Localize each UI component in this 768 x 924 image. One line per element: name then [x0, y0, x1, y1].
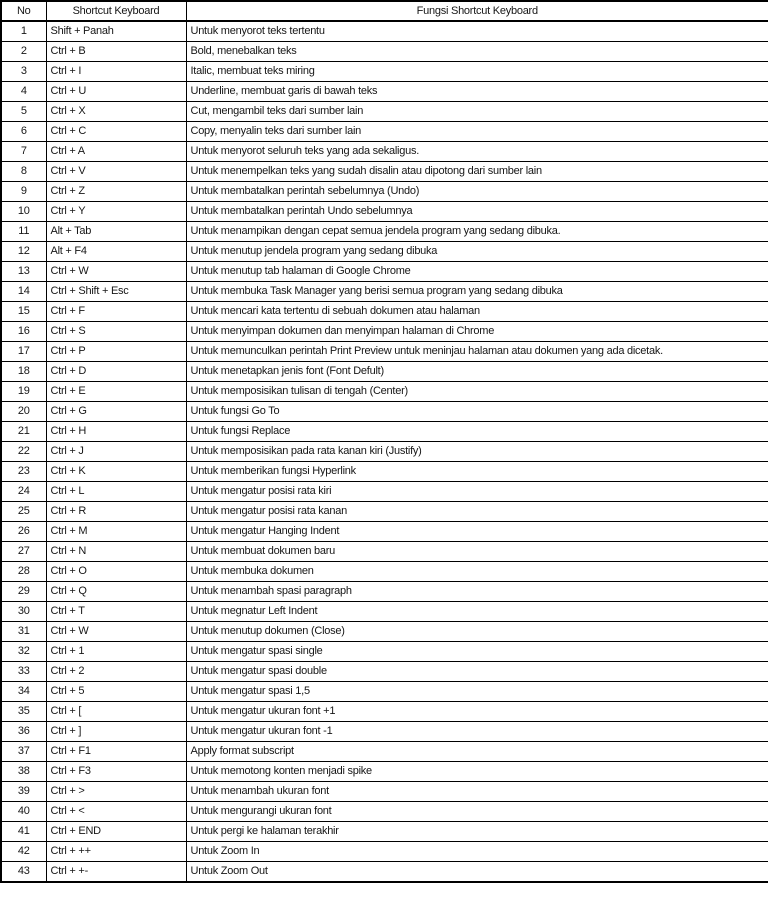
table-row — [1, 642, 768, 662]
cell-shortcut: Ctrl + W — [46, 262, 186, 282]
cell-no: 13 — [1, 262, 46, 282]
cell-shortcut: Ctrl + F3 — [46, 762, 186, 782]
table-row — [1, 562, 768, 582]
cell-fungsi: Untuk mengatur spasi double — [186, 662, 768, 682]
cell-no: 5 — [1, 102, 46, 122]
cell-shortcut: Ctrl + U — [46, 82, 186, 102]
table-row — [1, 382, 768, 402]
cell-fungsi: Untuk Zoom In — [186, 842, 768, 862]
cell-fungsi: Untuk menampikan dengan cepat semua jendela program yang sedang dibuka. — [186, 222, 768, 242]
cell-no: 24 — [1, 482, 46, 502]
cell-no: 20 — [1, 402, 46, 422]
cell-no: 3 — [1, 62, 46, 82]
cell-shortcut: Ctrl + 2 — [46, 662, 186, 682]
cell-no: 42 — [1, 842, 46, 862]
header-row — [1, 1, 768, 21]
cell-fungsi: Untuk menyimpan dokumen dan menyimpan halaman di Chrome — [186, 322, 768, 342]
cell-fungsi: Untuk Zoom Out — [186, 862, 768, 883]
cell-no: 15 — [1, 302, 46, 322]
cell-fungsi: Untuk mengatur posisi rata kanan — [186, 502, 768, 522]
table-row — [1, 322, 768, 342]
cell-shortcut: Ctrl + Q — [46, 582, 186, 602]
cell-no: 41 — [1, 822, 46, 842]
cell-fungsi: Untuk membuka Task Manager yang berisi semua program yang sedang dibuka — [186, 282, 768, 302]
table-row — [1, 162, 768, 182]
cell-shortcut: Ctrl + [ — [46, 702, 186, 722]
table-row — [1, 542, 768, 562]
header-shortcut: Shortcut Keyboard — [46, 1, 186, 21]
cell-no: 14 — [1, 282, 46, 302]
cell-no: 9 — [1, 182, 46, 202]
cell-no: 36 — [1, 722, 46, 742]
table-row — [1, 622, 768, 642]
cell-shortcut: Ctrl + B — [46, 42, 186, 62]
cell-no: 38 — [1, 762, 46, 782]
table-row — [1, 102, 768, 122]
cell-shortcut: Shift + Panah — [46, 21, 186, 42]
cell-no: 1 — [1, 21, 46, 42]
table-row — [1, 502, 768, 522]
table-row — [1, 422, 768, 442]
table-row — [1, 122, 768, 142]
cell-fungsi: Untuk mengatur spasi single — [186, 642, 768, 662]
cell-no: 18 — [1, 362, 46, 382]
cell-shortcut: Ctrl + Z — [46, 182, 186, 202]
cell-no: 8 — [1, 162, 46, 182]
header-fungsi: Fungsi Shortcut Keyboard — [186, 1, 768, 21]
cell-shortcut: Ctrl + M — [46, 522, 186, 542]
table-row — [1, 662, 768, 682]
cell-shortcut: Ctrl + P — [46, 342, 186, 362]
table-row — [1, 342, 768, 362]
table-row — [1, 862, 768, 883]
cell-shortcut: Ctrl + J — [46, 442, 186, 462]
cell-no: 40 — [1, 802, 46, 822]
table-row — [1, 842, 768, 862]
cell-fungsi: Untuk mengatur posisi rata kiri — [186, 482, 768, 502]
table-row — [1, 682, 768, 702]
cell-no: 35 — [1, 702, 46, 722]
cell-no: 2 — [1, 42, 46, 62]
cell-fungsi: Cut, mengambil teks dari sumber lain — [186, 102, 768, 122]
cell-shortcut: Ctrl + +- — [46, 862, 186, 883]
table-row — [1, 182, 768, 202]
cell-shortcut: Ctrl + T — [46, 602, 186, 622]
cell-fungsi: Untuk menutup dokumen (Close) — [186, 622, 768, 642]
cell-shortcut: Ctrl + F — [46, 302, 186, 322]
table-row — [1, 522, 768, 542]
cell-shortcut: Ctrl + C — [46, 122, 186, 142]
table-row — [1, 21, 768, 42]
cell-shortcut: Ctrl + 5 — [46, 682, 186, 702]
cell-shortcut: Ctrl + V — [46, 162, 186, 182]
cell-fungsi: Untuk fungsi Go To — [186, 402, 768, 422]
cell-fungsi: Untuk fungsi Replace — [186, 422, 768, 442]
cell-shortcut: Ctrl + O — [46, 562, 186, 582]
cell-no: 30 — [1, 602, 46, 622]
cell-shortcut: Ctrl + 1 — [46, 642, 186, 662]
cell-fungsi: Untuk megnatur Left Indent — [186, 602, 768, 622]
cell-shortcut: Ctrl + Shift + Esc — [46, 282, 186, 302]
cell-shortcut: Ctrl + E — [46, 382, 186, 402]
cell-no: 4 — [1, 82, 46, 102]
cell-fungsi: Untuk menyorot teks tertentu — [186, 21, 768, 42]
cell-fungsi: Untuk menambah spasi paragraph — [186, 582, 768, 602]
cell-no: 26 — [1, 522, 46, 542]
cell-no: 25 — [1, 502, 46, 522]
cell-no: 10 — [1, 202, 46, 222]
cell-fungsi: Untuk membuka dokumen — [186, 562, 768, 582]
cell-shortcut: Ctrl + F1 — [46, 742, 186, 762]
cell-fungsi: Untuk menambah ukuran font — [186, 782, 768, 802]
cell-fungsi: Underline, membuat garis di bawah teks — [186, 82, 768, 102]
cell-shortcut: Ctrl + ++ — [46, 842, 186, 862]
table-row — [1, 822, 768, 842]
table-row — [1, 702, 768, 722]
header-no: No — [1, 1, 46, 21]
cell-no: 23 — [1, 462, 46, 482]
cell-fungsi: Untuk menyorot seluruh teks yang ada sekaligus. — [186, 142, 768, 162]
cell-fungsi: Untuk memposisikan tulisan di tengah (Center) — [186, 382, 768, 402]
cell-fungsi: Untuk menempelkan teks yang sudah disalin atau dipotong dari sumber lain — [186, 162, 768, 182]
cell-shortcut: Alt + Tab — [46, 222, 186, 242]
cell-no: 28 — [1, 562, 46, 582]
cell-shortcut: Ctrl + H — [46, 422, 186, 442]
table-row — [1, 202, 768, 222]
table-row — [1, 242, 768, 262]
cell-shortcut: Ctrl + X — [46, 102, 186, 122]
cell-no: 43 — [1, 862, 46, 883]
cell-fungsi: Untuk mengatur spasi 1,5 — [186, 682, 768, 702]
table-row — [1, 142, 768, 162]
cell-fungsi: Untuk memberikan fungsi Hyperlink — [186, 462, 768, 482]
cell-fungsi: Untuk pergi ke halaman terakhir — [186, 822, 768, 842]
cell-shortcut: Ctrl + G — [46, 402, 186, 422]
cell-no: 17 — [1, 342, 46, 362]
cell-shortcut: Ctrl + D — [46, 362, 186, 382]
cell-fungsi: Copy, menyalin teks dari sumber lain — [186, 122, 768, 142]
cell-fungsi: Untuk mengatur ukuran font +1 — [186, 702, 768, 722]
cell-fungsi: Untuk menutup tab halaman di Google Chrome — [186, 262, 768, 282]
table-row — [1, 462, 768, 482]
cell-no: 11 — [1, 222, 46, 242]
cell-fungsi: Apply format subscript — [186, 742, 768, 762]
cell-shortcut: Ctrl + I — [46, 62, 186, 82]
cell-no: 34 — [1, 682, 46, 702]
cell-shortcut: Ctrl + S — [46, 322, 186, 342]
table-row — [1, 262, 768, 282]
table-row — [1, 762, 768, 782]
cell-fungsi: Untuk mencari kata tertentu di sebuah dokumen atau halaman — [186, 302, 768, 322]
cell-shortcut: Ctrl + A — [46, 142, 186, 162]
cell-no: 6 — [1, 122, 46, 142]
cell-no: 37 — [1, 742, 46, 762]
table-row — [1, 442, 768, 462]
table-row — [1, 222, 768, 242]
cell-fungsi: Untuk menetapkan jenis font (Font Defult) — [186, 362, 768, 382]
cell-no: 21 — [1, 422, 46, 442]
cell-shortcut: Ctrl + END — [46, 822, 186, 842]
cell-shortcut: Alt + F4 — [46, 242, 186, 262]
cell-no: 32 — [1, 642, 46, 662]
cell-no: 19 — [1, 382, 46, 402]
cell-no: 39 — [1, 782, 46, 802]
table-row — [1, 402, 768, 422]
cell-shortcut: Ctrl + Y — [46, 202, 186, 222]
cell-fungsi: Untuk menutup jendela program yang sedang dibuka — [186, 242, 768, 262]
cell-fungsi: Untuk memunculkan perintah Print Preview untuk meninjau halaman atau dokumen yang ada dicetak. — [186, 342, 768, 362]
table-row — [1, 722, 768, 742]
cell-no: 16 — [1, 322, 46, 342]
cell-shortcut: Ctrl + R — [46, 502, 186, 522]
cell-shortcut: Ctrl + K — [46, 462, 186, 482]
table-header — [1, 1, 768, 21]
cell-no: 27 — [1, 542, 46, 562]
cell-fungsi: Italic, membuat teks miring — [186, 62, 768, 82]
cell-fungsi: Untuk membatalkan perintah sebelumnya (Undo) — [186, 182, 768, 202]
table-row — [1, 582, 768, 602]
cell-fungsi: Untuk membatalkan perintah Undo sebelumnya — [186, 202, 768, 222]
cell-fungsi: Untuk mengatur ukuran font -1 — [186, 722, 768, 742]
table-row — [1, 302, 768, 322]
table-row — [1, 802, 768, 822]
cell-no: 12 — [1, 242, 46, 262]
cell-shortcut: Ctrl + N — [46, 542, 186, 562]
table-row — [1, 362, 768, 382]
cell-fungsi: Untuk memotong konten menjadi spike — [186, 762, 768, 782]
table-body — [1, 21, 768, 882]
cell-fungsi: Untuk membuat dokumen baru — [186, 542, 768, 562]
table-row — [1, 482, 768, 502]
table-row — [1, 42, 768, 62]
cell-fungsi: Untuk mengatur Hanging Indent — [186, 522, 768, 542]
cell-no: 7 — [1, 142, 46, 162]
table-row — [1, 742, 768, 762]
cell-no: 31 — [1, 622, 46, 642]
table-row — [1, 282, 768, 302]
cell-fungsi: Untuk mengurangi ukuran font — [186, 802, 768, 822]
cell-shortcut: Ctrl + < — [46, 802, 186, 822]
cell-shortcut: Ctrl + W — [46, 622, 186, 642]
cell-no: 33 — [1, 662, 46, 682]
cell-shortcut: Ctrl + L — [46, 482, 186, 502]
table-row — [1, 602, 768, 622]
cell-no: 22 — [1, 442, 46, 462]
table-row — [1, 82, 768, 102]
cell-no: 29 — [1, 582, 46, 602]
cell-fungsi: Untuk memposisikan pada rata kanan kiri (Justify) — [186, 442, 768, 462]
cell-fungsi: Bold, menebalkan teks — [186, 42, 768, 62]
table-row — [1, 782, 768, 802]
cell-shortcut: Ctrl + > — [46, 782, 186, 802]
cell-shortcut: Ctrl + ] — [46, 722, 186, 742]
table-row — [1, 62, 768, 82]
